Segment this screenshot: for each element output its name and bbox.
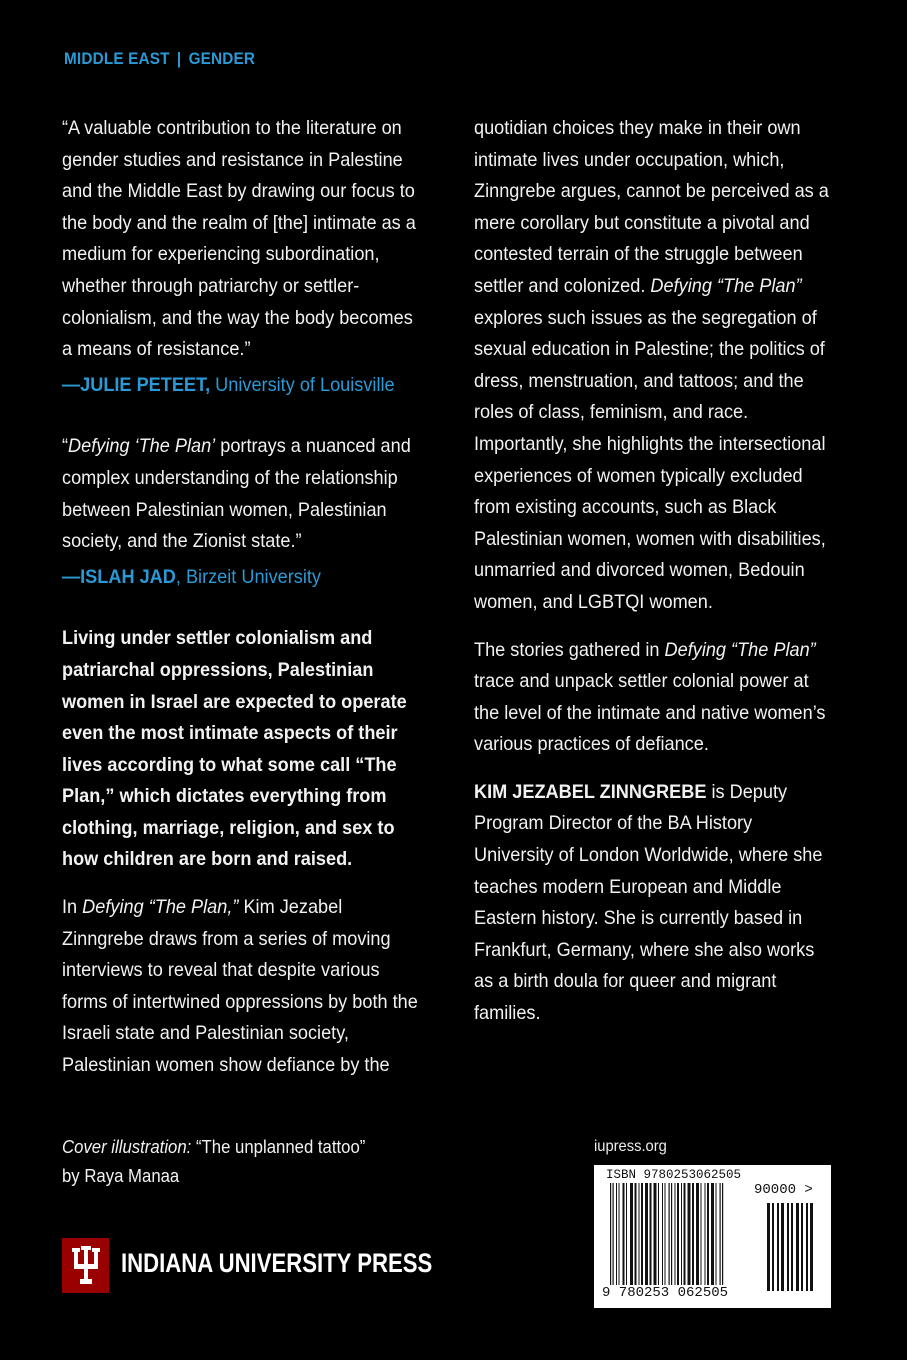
barcode-bar	[665, 1183, 666, 1285]
barcode-bar	[623, 1183, 625, 1285]
text-run: portrays a nuanced and complex understanding of the relationship between Palestinian women, Palestinian society, and the Zionist state.”	[62, 435, 411, 553]
barcode-bar	[781, 1203, 784, 1291]
description-paragraph-2	[62, 892, 425, 1082]
barcode-bar	[810, 1203, 813, 1291]
barcode-bar	[677, 1183, 679, 1285]
barcode-bar	[787, 1203, 789, 1291]
barcode-bar	[716, 1183, 717, 1285]
barcode-bar	[701, 1183, 702, 1285]
barcode-bar	[613, 1183, 614, 1297]
barcode-bar	[654, 1183, 657, 1285]
text-run: quotidian choices they make in their own intimate lives under occupation, which, Zinngrebe argues, cannot be perceived as a mere corollary but constitute a pivotal and contested terrain of the struggle between settler and colonized.	[474, 117, 829, 297]
barcode-bar	[616, 1183, 617, 1285]
barcode-bar	[630, 1183, 633, 1285]
barcode-bar	[711, 1183, 714, 1285]
description-paragraph-3	[474, 635, 837, 761]
italic-title-run: Defying ‘The Plan’	[68, 435, 216, 458]
barcode-bar	[675, 1183, 676, 1285]
text-run: In	[62, 896, 83, 919]
cover-credit-label: Cover illustration:	[62, 1137, 192, 1157]
author-bio-text: is Deputy Program Director of the BA History University of London Worldwide, where she teaches modern European and Middle Eastern history. She is currently based in Frankfurt, Germany, where she also works as a birth doula for queer and migrant families.	[474, 780, 823, 1025]
barcode-bar	[619, 1183, 620, 1285]
barcode-bar	[806, 1203, 808, 1291]
publisher-url[interactable]: iupress.org	[594, 1138, 667, 1155]
text-run: explores such issues as the segregation of sexual education in Palestine; the politics of dress, menstruation, and tattoos; and the roles of class, feminism, and race. Importantly, she highlights the intersectional experiences of women typically excluded from existing accounts, such as Black Palestinian women, women with disabilities, unmarried and divorced women, Bedouin women, and LGBTQI women.	[474, 306, 826, 613]
barcode-bar	[681, 1183, 682, 1285]
author-bio	[474, 777, 837, 1030]
barcode-bar	[696, 1183, 699, 1285]
blurb-2-affiliation: , Birzeit University	[175, 565, 321, 588]
author-name: KIM JEZABEL ZINNGREBE	[474, 780, 707, 803]
barcode-bar	[645, 1183, 648, 1285]
right-column	[474, 113, 837, 1030]
blurb-2-author: —ISLAH JAD	[62, 565, 176, 588]
barcode-bar	[662, 1183, 663, 1285]
cover-credit-title: “The unplanned tattoo”	[191, 1137, 366, 1157]
text-run: Kim Jezabel Zinngrebe draws from a series of moving interviews to reveal that despite various forms of intertwined oppressions by both the Israeli state and Palestinian society, Palestinian women show defiance by the	[62, 896, 418, 1077]
cover-credit-artist: by Raya Manaa	[62, 1166, 180, 1186]
barcode-bar	[772, 1203, 774, 1291]
barcode-addon-number: 90000 >	[754, 1182, 813, 1198]
barcode-bar	[671, 1183, 672, 1297]
blurb-1-attribution	[62, 370, 425, 402]
blurb-1-author: —JULIE PETEET,	[62, 373, 211, 396]
barcode-bar	[791, 1203, 793, 1291]
barcode-bar	[692, 1183, 694, 1285]
barcode-bar	[767, 1203, 770, 1291]
barcode-bar	[658, 1183, 659, 1285]
barcode-bar	[707, 1183, 709, 1285]
text-run: The stories gathered in	[474, 638, 665, 661]
text-run: “A valuable contribution to the literature on gender studies and resistance in Palestine and the Middle East by drawing our focus to the body and the realm of [the] intimate as a medium for experiencing subordination, whether through patriarchy or settler-colonialism, and the way the body becomes a means of resistance.”	[62, 117, 416, 361]
italic-title-run: Defying “The Plan”	[664, 638, 816, 661]
barcode-bar	[610, 1183, 611, 1297]
barcode-bar	[801, 1203, 803, 1291]
barcode-bar	[688, 1183, 691, 1285]
publisher-name: INDIANA UNIVERSITY PRESS	[121, 1248, 433, 1278]
text-run: trace and unpack settler colonial power at the level of the intimate and native women’s various practices of defiance.	[474, 670, 826, 756]
left-column	[62, 113, 425, 1082]
category-label	[64, 49, 255, 69]
barcode-bar	[796, 1203, 799, 1291]
blurb-2-quote	[62, 431, 425, 557]
iu-trident-logo-icon	[62, 1238, 109, 1293]
barcode-bar	[722, 1183, 723, 1297]
barcode-bar	[684, 1183, 686, 1285]
barcode-bar	[641, 1183, 643, 1285]
barcode-bar	[777, 1203, 779, 1291]
barcode-digits: 9 780253 062505	[602, 1285, 729, 1301]
isbn-barcode	[594, 1165, 831, 1308]
italic-title-run: Defying “The Plan”	[650, 274, 802, 297]
trident-icon	[69, 1246, 103, 1286]
barcode-bar	[705, 1183, 706, 1285]
cover-credit	[62, 1133, 365, 1191]
barcode-bar	[720, 1183, 721, 1297]
category-gender: GENDER	[188, 49, 256, 68]
text-run: “	[62, 435, 69, 458]
blurb-1-quote	[62, 113, 425, 366]
description-paragraph-2-continued	[474, 113, 837, 619]
category-separator: |	[176, 49, 182, 68]
blurb-1-affiliation: University of Louisville	[210, 373, 395, 396]
barcode-bar	[650, 1183, 652, 1285]
barcode-bar	[635, 1183, 637, 1285]
description-lead: Living under settler colonialism and patriarchal oppressions, Palestinian women in Israel are expected to operate even the most intimate aspects of their lives according to what some call “The Plan,” which dictates everything from clothing, marriage, religion, and sex to how children are born and raised.	[62, 627, 407, 871]
barcode-bar	[639, 1183, 640, 1285]
category-middle-east: MIDDLE EAST	[64, 49, 170, 68]
barcode-bar	[626, 1183, 627, 1285]
blurb-2-attribution	[62, 562, 425, 594]
isbn-label: ISBN 9780253062505	[606, 1168, 742, 1182]
italic-title-run: Defying “The Plan,”	[82, 896, 239, 919]
barcode-bar	[669, 1183, 670, 1297]
